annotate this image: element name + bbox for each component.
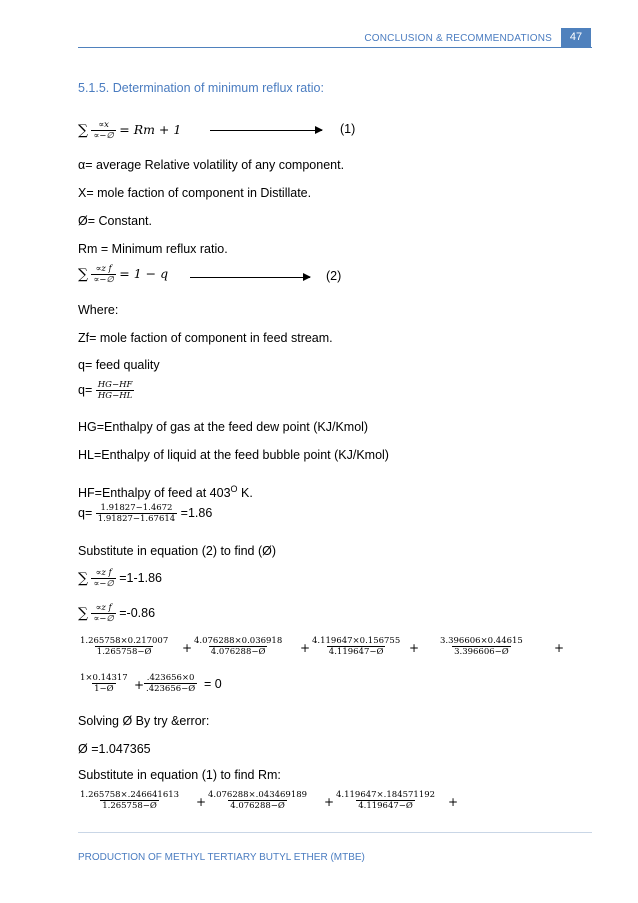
- expansion-row-2: [78, 673, 568, 697]
- equation-1: [78, 120, 181, 141]
- footer-divider: [78, 832, 592, 833]
- hf-unit: K.: [237, 486, 253, 501]
- def-hl: HL=Enthalpy of liquid at the feed bubble point (KJ/Kmol): [78, 448, 389, 462]
- term-numerator: 4.119647×.184571192: [336, 790, 436, 800]
- qcalc-result: =1.86: [180, 505, 213, 520]
- term-numerator: 3.396606×0.44615: [440, 636, 523, 646]
- term-denominator: 4.076288−Ø: [230, 801, 285, 811]
- section-heading: 5.1.5. Determination of minimum reflux ratio:: [78, 81, 324, 95]
- eq1-denominator: ∝−∅: [93, 131, 114, 141]
- term-numerator: 4.119647×0.156755: [312, 636, 401, 646]
- term-denominator: 1.265758−Ø: [102, 801, 157, 811]
- term-denominator: 4.119647−Ø: [358, 801, 413, 811]
- qcalc-numerator: 1.91827−1.4672: [100, 503, 173, 513]
- term-numerator: 1.265758×0.217007: [80, 636, 169, 646]
- term-numerator: .423656×0: [146, 673, 195, 683]
- sumb-numerator: ∝z f: [95, 603, 112, 613]
- term-2: [192, 636, 284, 657]
- plus-sign: +: [196, 795, 207, 809]
- eq2-number: (2): [326, 269, 342, 283]
- suma-rhs: =1-1.86: [119, 570, 162, 585]
- term-denominator: 4.076288−Ø: [210, 647, 266, 657]
- eq2-arrow: [190, 277, 310, 278]
- running-footer: PRODUCTION OF METHYL TERTIARY BUTYL ETHER (MTBE): [78, 852, 365, 863]
- where-label: Where:: [78, 303, 119, 317]
- plus-sign: +: [182, 641, 193, 655]
- suma-numerator: ∝z f: [95, 568, 112, 578]
- q-label: q=: [78, 382, 93, 397]
- def-hg: HG=Enthalpy of gas at the feed dew point (KJ/Kmol): [78, 420, 369, 434]
- sum-a: [78, 568, 162, 589]
- def-zf: Zf= mole faction of component in feed stream.: [78, 331, 333, 345]
- q-numerator: HG−HF: [97, 380, 133, 390]
- running-header: CONCLUSION & RECOMMENDATIONS: [364, 33, 552, 44]
- page-number: 47: [561, 28, 591, 47]
- term-denominator: 1−Ø: [94, 684, 114, 694]
- qcalc-denominator: 1.91827−1.67614: [97, 514, 176, 524]
- qcalc-fraction: [96, 503, 177, 524]
- plus-sign: +: [300, 641, 311, 655]
- term-9: [334, 790, 437, 811]
- term-8: [206, 790, 309, 811]
- term-denominator: 4.119647−Ø: [328, 647, 384, 657]
- def-rm: Rm = Minimum reflux ratio.: [78, 242, 228, 256]
- term-1: [78, 636, 170, 657]
- term-5: [78, 673, 130, 694]
- eq1-number: (1): [340, 122, 356, 136]
- solving-note: Solving Ø By try &error:: [78, 714, 210, 728]
- eq1-arrow: [210, 130, 322, 131]
- term-denominator: 1.265758−Ø: [96, 647, 152, 657]
- q-fraction: [96, 380, 135, 401]
- term-numerator: 1×0.14317: [80, 673, 128, 683]
- eq2-denominator: ∝−∅: [93, 275, 114, 285]
- sum-symbol: ∑: [78, 605, 88, 622]
- def-hf: [78, 481, 253, 501]
- suma-fraction: [91, 568, 115, 589]
- def-q: q= feed quality: [78, 358, 160, 372]
- step-substitute-eq2: Substitute in equation (2) to find (Ø): [78, 544, 277, 558]
- hf-degree: O: [230, 484, 238, 494]
- sum-b: [78, 603, 155, 624]
- term-numerator: 4.076288×.043469189: [208, 790, 308, 800]
- eq2-rhs: = 1 − q: [119, 265, 169, 281]
- term-numerator: 4.076288×0.036918: [194, 636, 283, 646]
- term-7: [78, 790, 181, 811]
- sum-symbol: ∑: [78, 570, 88, 587]
- q-denominator: HG−HL: [97, 391, 133, 401]
- term-denominator: 3.396606−Ø: [454, 647, 509, 657]
- eq1-fraction: [91, 120, 115, 141]
- sumb-fraction: [91, 603, 115, 624]
- plus-sign: +: [324, 795, 335, 809]
- step-substitute-eq1: Substitute in equation (1) to find Rm:: [78, 768, 281, 782]
- def-x: X= mole faction of component in Distillate.: [78, 186, 312, 200]
- sum-symbol: ∑: [78, 122, 88, 139]
- header-divider: [78, 47, 592, 48]
- phi-result: Ø =1.047365: [78, 742, 151, 756]
- sumb-rhs: =-0.86: [119, 605, 156, 620]
- def-alpha: α= average Relative volatility of any component.: [78, 158, 345, 172]
- sum-symbol: ∑: [78, 266, 88, 283]
- sumb-denominator: ∝−∅: [93, 614, 114, 624]
- hf-text: HF=Enthalpy of feed at 403: [78, 486, 231, 501]
- plus-sign: +: [554, 641, 565, 655]
- term-numerator: 1.265758×.246641613: [80, 790, 180, 800]
- term-3: [310, 636, 402, 657]
- q-definition: [78, 380, 134, 401]
- eq2-numerator: ∝z f: [95, 264, 112, 274]
- eq1-rhs: = Rm + 1: [119, 121, 182, 137]
- plus-sign: +: [409, 641, 420, 655]
- eq1-numerator: ∝x: [98, 120, 109, 130]
- term-6: [144, 673, 197, 694]
- plus-sign: +: [134, 678, 145, 692]
- term-denominator: .423656−Ø: [146, 684, 196, 694]
- q-calculation: [78, 503, 212, 524]
- expansion-row-1: [78, 636, 568, 660]
- expansion-row-3: [78, 790, 568, 814]
- def-phi: Ø= Constant.: [78, 214, 152, 228]
- eq2-fraction: [91, 264, 115, 285]
- row2-result: = 0: [204, 677, 222, 691]
- term-4: [438, 636, 525, 657]
- suma-denominator: ∝−∅: [93, 579, 114, 589]
- plus-sign: +: [448, 795, 459, 809]
- qcalc-label: q=: [78, 505, 93, 520]
- equation-2: [78, 264, 168, 285]
